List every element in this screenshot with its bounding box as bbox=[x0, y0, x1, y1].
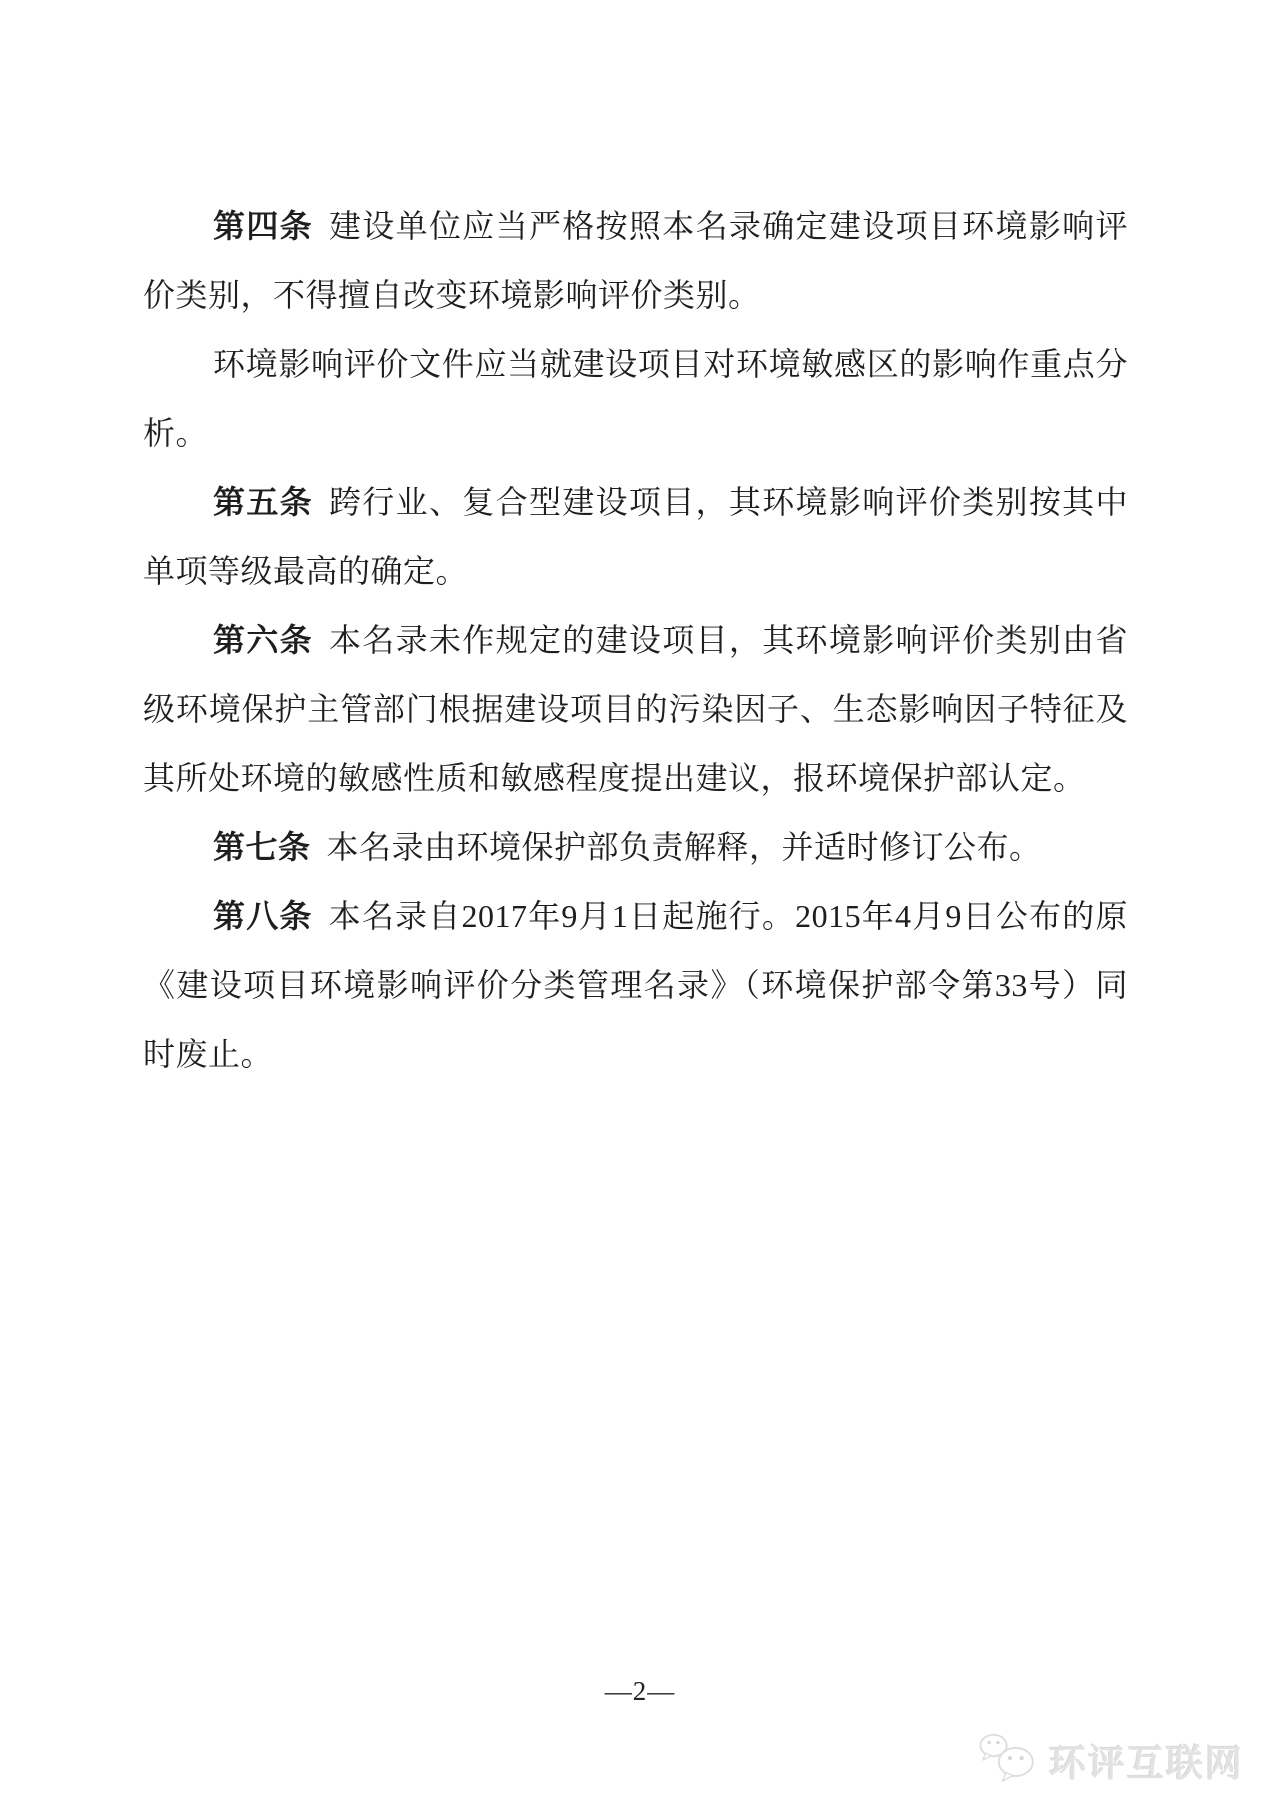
paragraph-article-6 bbox=[143, 606, 1128, 813]
watermark-label: 环评互联网 bbox=[1049, 1743, 1244, 1784]
article-4-text: 建设单位应当严格按照本名录确定建设项目环境影响评价类别，不得擅自改变环境影响评价类别。 bbox=[143, 208, 1128, 313]
paragraph-article-5 bbox=[143, 468, 1128, 606]
article-8-text: 本名录自2017年9月1日起施行。2015年4月9日公布的原《建设项目环境影响评价分类管理名录》（环境保护部令第33号）同时废止。 bbox=[143, 898, 1128, 1072]
article-4-sub-text: 环境影响评价文件应当就建设项目对环境敏感区的影响作重点分析。 bbox=[143, 346, 1128, 451]
article-4-label: 第四条 bbox=[213, 208, 313, 244]
article-5-text: 跨行业、复合型建设项目，其环境影响评价类别按其中单项等级最高的确定。 bbox=[143, 484, 1128, 589]
paragraph-article-4-sub bbox=[143, 330, 1128, 468]
page-number: —2— bbox=[604, 1676, 676, 1706]
site-watermark bbox=[979, 1732, 1244, 1788]
document-body bbox=[143, 192, 1128, 1089]
article-5-label: 第五条 bbox=[213, 484, 313, 520]
paragraph-article-4 bbox=[143, 192, 1128, 330]
article-6-label: 第六条 bbox=[213, 622, 313, 658]
article-7-text: 本名录由环境保护部负责解释，并适时修订公布。 bbox=[326, 829, 1042, 865]
paragraph-article-7 bbox=[143, 813, 1128, 882]
article-7-label: 第七条 bbox=[213, 829, 311, 865]
article-6-text: 本名录未作规定的建设项目，其环境影响评价类别由省级环境保护主管部门根据建设项目的污染因子、生态影响因子特征及其所处环境的敏感性质和敏感程度提出建议，报环境保护部认定。 bbox=[143, 622, 1128, 796]
article-8-label: 第八条 bbox=[213, 898, 313, 934]
wechat-bubbles-icon bbox=[979, 1732, 1041, 1788]
paragraph-article-8 bbox=[143, 882, 1128, 1089]
